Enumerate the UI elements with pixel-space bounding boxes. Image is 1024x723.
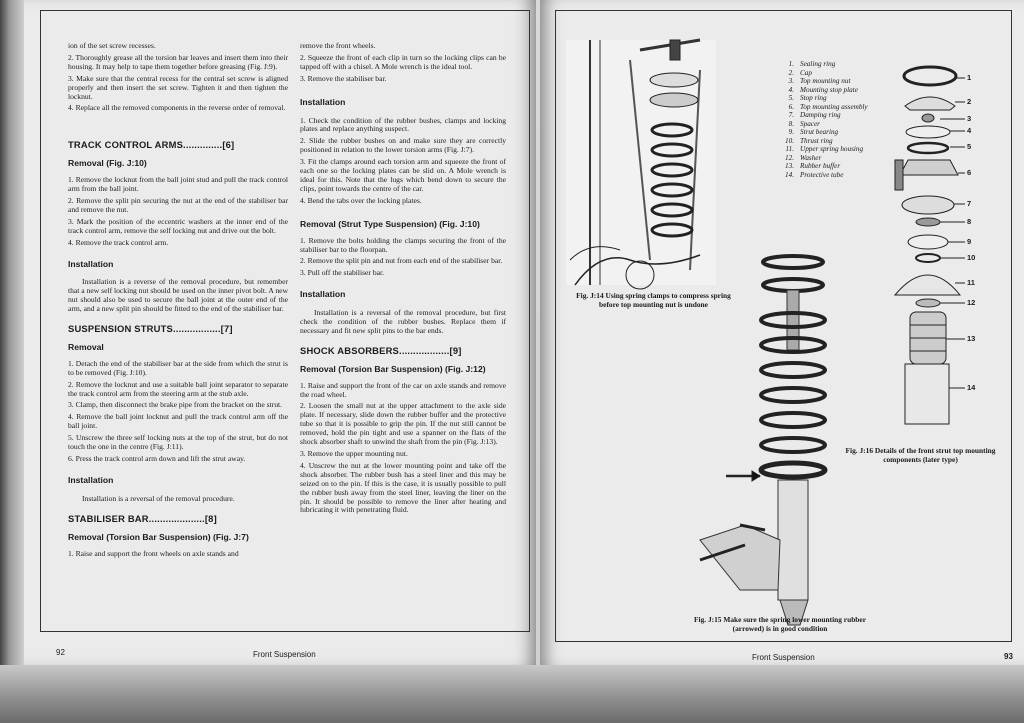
list-item: 10. Thrust ring (785, 136, 833, 145)
fig-15-illustration (700, 256, 825, 625)
paragraph: Installation is a reversal of the removal procedure, but first check the condition of the rubber bushes. Replace them if necessary and fit new split pins to the bar ends. (300, 308, 506, 335)
list-item: 6. Top mounting assembly (788, 102, 868, 111)
section-heading-shock-absorbers: SHOCK ABSORBERS..................[9] (300, 346, 462, 356)
paragraph: 2. Slide the rubber bushes on and make sure they are correctly positioned in relation to the lower torsion arms (Fig. J:7). (300, 136, 506, 155)
fig-14-illustration (566, 40, 716, 289)
list-item: 13. Rubber buffer (785, 162, 841, 170)
paragraph: 2. Remove the split pin and nut from each end of the stabiliser bar. (300, 256, 503, 266)
callout-number: 11 (967, 278, 975, 287)
paragraph: 3. Remove the stabiliser bar. (300, 73, 387, 83)
figure-caption-j16: Fig. J:16 Details of the front strut top mounting components (later type) (845, 446, 996, 464)
callout-number: 12 (967, 298, 976, 307)
subheading-installation: Installation (68, 258, 114, 269)
page-footer: Front Suspension (253, 650, 316, 659)
subheading-removal: Removal (68, 342, 104, 352)
section-heading-suspension-struts: SUSPENSION STRUTS.................[7] (68, 325, 233, 334)
subheading-removal-torsion: Removal (Torsion Bar Suspension) (Fig. J:12) (300, 364, 486, 374)
paragraph: 4. Bend the tabs over the locking plates. (300, 195, 422, 205)
paragraph: 3. Fit the clamps around each torsion arm and squeeze the front of each one so the locking plates can be slid on. A Mole wrench is ideal for this. Note that the lugs which bend down to secure the clips, point towards the centre of the car. (300, 157, 506, 193)
callout-number: 5 (967, 142, 972, 151)
paragraph: 2. Thoroughly grease all the torsion bar leaves and insert them into their housing. It may help to tape them together before greasing (Fig. J:9). (68, 52, 288, 71)
list-item: 14. Protective tube (785, 170, 844, 179)
paragraph: 3. Pull off the stabiliser bar. (300, 268, 385, 278)
figure-caption-j14: Fig. J:14 Using spring clamps to compress spring before top mounting nut is undone (576, 291, 731, 309)
list-item: 1. Sealing ring (788, 60, 836, 68)
paragraph: 4. Remove the ball joint locknut and pull the track control arm off the ball joint. (68, 412, 288, 431)
paragraph: 1. Detach the end of the stabiliser bar at the side from which the strut is to be removed (Fig. J:10). (68, 358, 288, 377)
parts-list (780, 60, 900, 179)
figure-caption-j15: Fig. J:15 Make sure the spring lower mounting rubber (arrowed) is in good condition (694, 615, 866, 633)
paragraph: Installation is a reverse of the removal procedure, but remember that a new self locking nut should be used on the inner pivot bolt. A new nut should also be used to secure the ball joint at the outer end of the arm, and a new split pin should be fitted to the end of the stabiliser bar. (68, 277, 288, 314)
paragraph: 4. Remove the track control arm. (68, 237, 169, 247)
paragraph: 1. Raise and support the front of the car on axle stands and remove the road wheel. (300, 380, 506, 399)
paragraph: 4. Unscrew the nut at the lower mounting point and take off the shock absorber. The rubber bush has a steel liner and this may be seized on to the pin. If this is the case, it is usually possible to pull the rubber bush away from the steel liner, leaving the liner on the pin. It should be possible to remove the liner after heating and lubricating it with penetrating fluid. (300, 460, 506, 515)
subheading-removal: Removal (Torsion Bar Suspension) (Fig. J:7) (68, 532, 249, 542)
list-item: 9. Strut bearing (788, 128, 839, 136)
page-footer: Front Suspension (752, 653, 815, 662)
list-item: 11. Upper spring housing (785, 145, 864, 153)
subheading-removal: Removal (Fig. J:10) (68, 159, 147, 169)
list-item: 5. Stop ring (788, 94, 827, 102)
paragraph: 1. Check the condition of the rubber bushes, clamps and locking plates and replace anything suspect. (300, 115, 506, 134)
list-item: 4. Mounting stop plate (788, 85, 858, 94)
callout-number: 10 (967, 253, 976, 262)
paragraph: 3. Clamp, then disconnect the brake pipe from the bracket on the strut. (68, 400, 283, 410)
paragraph: 2. Squeeze the front of each clip in turn so the locking clips can be tapped off with a chisel. A Mole wrench is the ideal tool. (300, 52, 506, 71)
callout-number: 14 (967, 383, 976, 392)
callout-number: 6 (967, 168, 972, 177)
paragraph: 2. Remove the locknut and use a suitable ball joint separator to separate the track control arm from the steering arm at the stub axle. (68, 379, 288, 398)
callout-number: 7 (967, 199, 972, 208)
paragraph: Installation is a reversal of the removal procedure. (82, 493, 235, 503)
subheading-removal-strut: Removal (Strut Type Suspension) (Fig. J:10) (300, 219, 480, 229)
paragraph: 3. Remove the upper mounting nut. (300, 449, 408, 458)
callout-number: 1 (967, 73, 972, 82)
paragraph: 1. Raise and support the front wheels on axle stands and (68, 548, 239, 558)
paragraph: 1. Remove the locknut from the ball joint stud and pull the track control arm from the ball joint. (68, 175, 288, 194)
fig-16-illustration (895, 67, 965, 424)
page-number: 93 (1004, 652, 1013, 661)
paragraph: ion of the set screw recesses. (68, 41, 156, 50)
paragraph: 4. Replace all the removed components in the reverse order of removal. (68, 103, 286, 113)
callout-number: 9 (967, 237, 972, 246)
list-item: 8. Spacer (788, 119, 820, 128)
paragraph: 1. Remove the bolts holding the clamps securing the front of the stabiliser bar to the floorpan. (300, 235, 506, 254)
subheading-installation: Installation (300, 289, 346, 300)
paragraph: 6. Press the track control arm down and lift the strut away. (68, 454, 246, 463)
callout-number: 8 (967, 217, 972, 226)
callout-number: 3 (967, 114, 972, 123)
callout-number: 2 (967, 97, 972, 106)
paragraph: 3. Mark the position of the eccentric washers at the inner end of the track control arm, remove the self locking nut and drive out the bolt. (68, 216, 288, 235)
paragraph: 2. Remove the split pin securing the nut at the end of the stabiliser bar and remove the nut. (68, 195, 288, 214)
list-item: 2. Cap (788, 68, 812, 77)
subheading-installation: Installation (68, 474, 114, 485)
section-heading-stabiliser-bar: STABILISER BAR....................[8] (68, 514, 217, 524)
callout-number: 4 (967, 126, 972, 135)
paragraph: 5. Unscrew the three self locking nuts at the top of the strut, but do not touch the one in the centre (Fig. J:11). (68, 433, 288, 452)
list-item: 12. Washer (785, 153, 822, 162)
paragraph: 2. Loosen the small nut at the upper attachment to the axle side plate. If necessary, slide down the rubber buffer and the protective tube so that it is possible to grip the pin. If the nut still cannot be removed, hold the pin tight and use a spanner on the flats of the shock absorber shaft to unwind the shaft from the pin (Fig. J:13). (300, 401, 506, 447)
subheading-installation: Installation (300, 96, 346, 107)
callout-number: 13 (967, 334, 976, 343)
paragraph: 3. Make sure that the central recess for the central set screw is aligned properly and then insert the set screw. Tighten it and then tighten the locknut. (68, 73, 288, 101)
list-item: 3. Top mounting nut (788, 77, 851, 85)
section-heading-track-control-arms: TRACK CONTROL ARMS..............[6] (68, 141, 235, 151)
page-number: 92 (56, 648, 65, 657)
desk-background (0, 665, 1024, 723)
list-item: 7. Damping ring (788, 111, 841, 119)
paragraph: remove the front wheels. (300, 41, 376, 50)
